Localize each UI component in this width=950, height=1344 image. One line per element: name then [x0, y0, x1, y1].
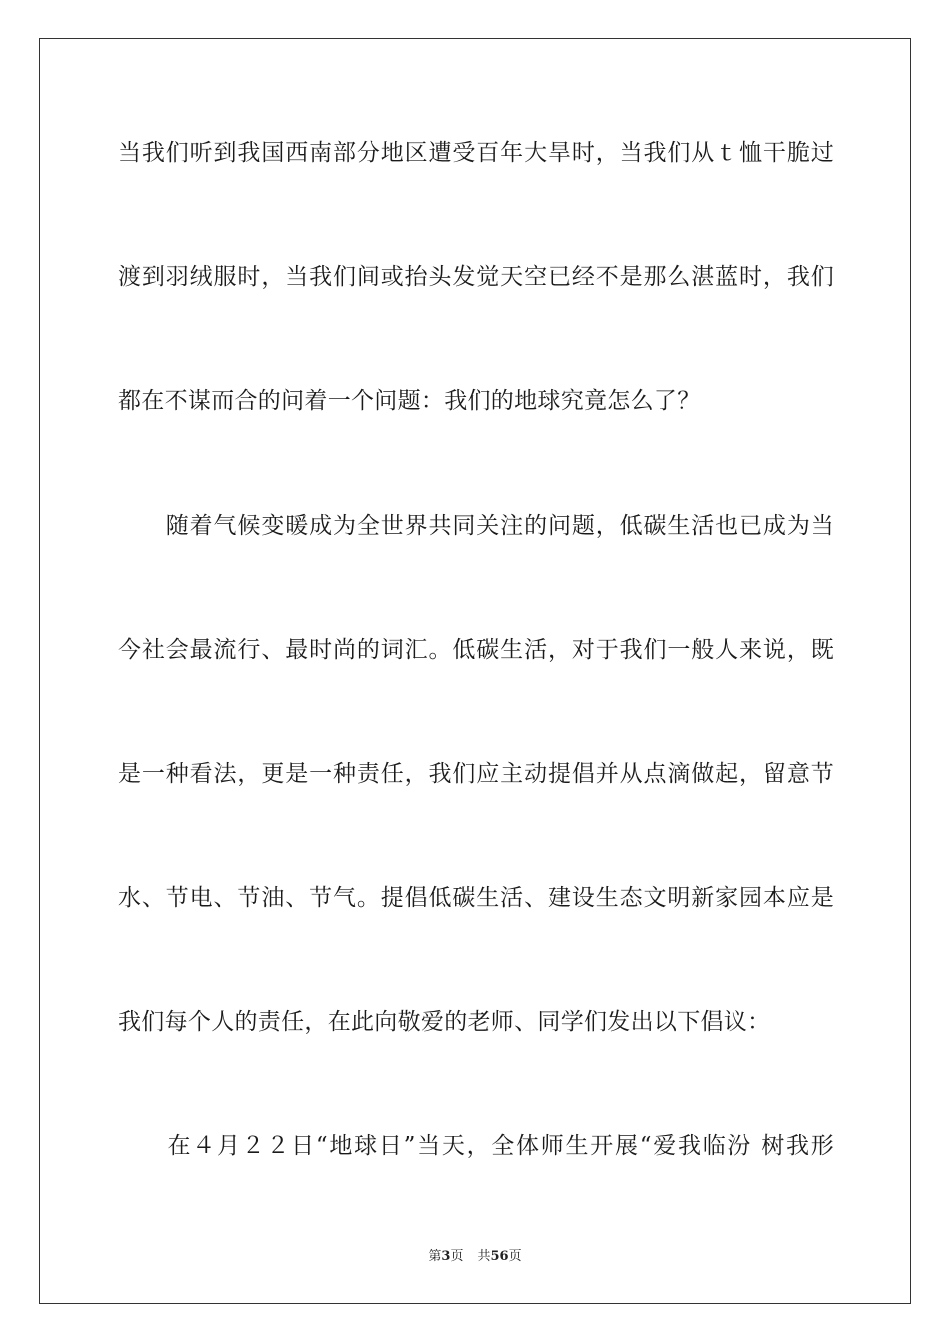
text-line: 水、节电、节油、节气。提倡低碳生活、建设生态文明新家园本应是	[118, 885, 834, 911]
text-line: 我们每个人的责任，在此向敬爱的老师、同学们发出以下倡议：	[118, 1009, 771, 1035]
total-suffix: 页	[508, 1249, 522, 1264]
page-border	[39, 38, 911, 1304]
text-line: 是一种看法，更是一种责任，我们应主动提倡并从点滴做起，留意节	[118, 761, 834, 787]
total-prefix: 共	[477, 1249, 491, 1264]
text-line: 在４月２２日“地球日”当天，全体师生开展“爱我临汾 树我形	[118, 1133, 834, 1159]
text-line: 今社会最流行、最时尚的词汇。低碳生活，对于我们一般人来说，既	[118, 637, 834, 663]
page-footer	[0, 1248, 950, 1266]
text-line: 随着气候变暖成为全世界共同关注的问题，低碳生活也已成为当	[118, 513, 834, 539]
text-line: 都在不谋而合的问着一个问题：我们的地球究竟怎么了？	[118, 388, 701, 414]
page-prefix: 第	[428, 1249, 442, 1264]
page-suffix: 页	[450, 1249, 464, 1264]
text-line: 当我们听到我国西南部分地区遭受百年大旱时，当我们从ｔ恤干脆过	[118, 140, 834, 166]
text-line: 渡到羽绒服时，当我们间或抬头发觉天空已经不是那么湛蓝时，我们	[118, 264, 834, 290]
page-total: 56	[490, 1249, 509, 1264]
page-current: 3	[441, 1249, 451, 1264]
